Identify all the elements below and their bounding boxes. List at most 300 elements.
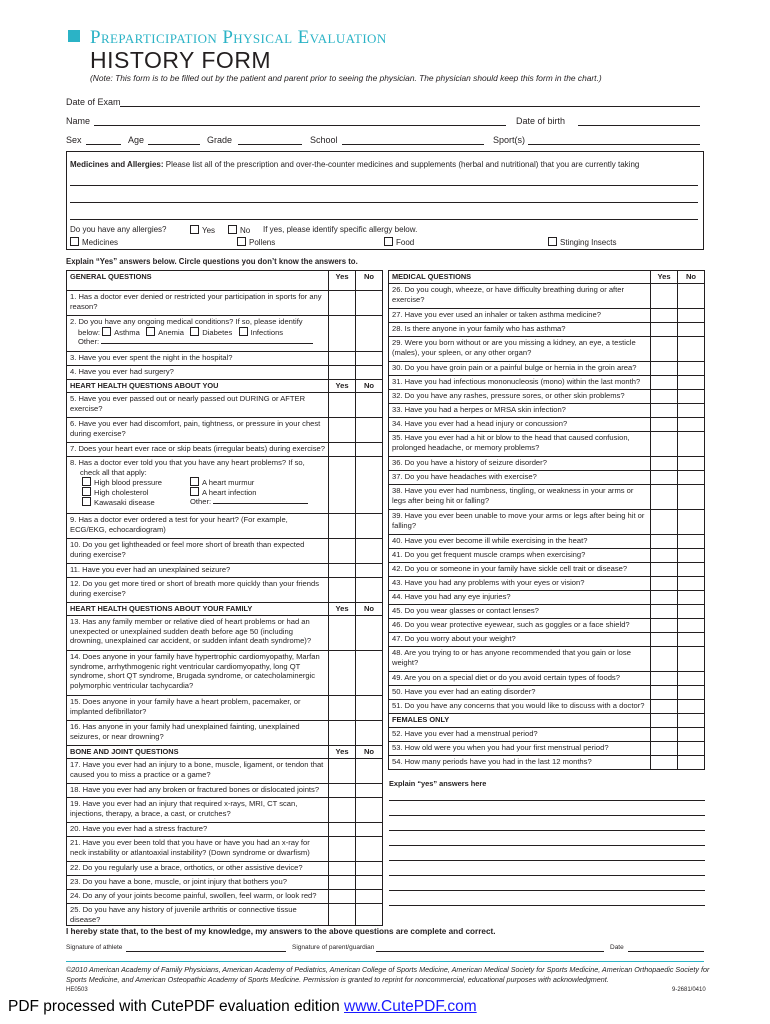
question-row <box>389 510 705 535</box>
no-answer-cell[interactable] <box>356 721 383 746</box>
athlete-signature-field[interactable] <box>126 951 286 952</box>
question-row <box>389 647 705 672</box>
question-text: 1. Has a doctor ever denied or restricted your participation in sports for any reason? <box>67 291 329 316</box>
yes-answer-cell[interactable] <box>651 404 678 418</box>
age-field[interactable] <box>148 144 200 145</box>
question-text: 54. How many periods have you had in the last 12 months? <box>389 756 651 770</box>
no-answer-cell[interactable] <box>678 619 705 633</box>
no-answer-cell[interactable] <box>356 837 383 862</box>
no-answer-cell[interactable] <box>678 485 705 510</box>
cholesterol-option[interactable]: High cholesterol <box>82 487 148 498</box>
sex-field[interactable] <box>86 144 121 145</box>
question-text: 52. Have you ever had a menstrual period? <box>389 728 651 742</box>
yes-answer-cell[interactable] <box>651 728 678 742</box>
yes-column-header <box>651 714 678 728</box>
no-answer-cell[interactable] <box>356 696 383 721</box>
question-row <box>389 728 705 742</box>
section-general-header <box>67 271 383 291</box>
hbp-option[interactable]: High blood pressure <box>82 477 162 488</box>
no-answer-cell[interactable] <box>356 366 383 380</box>
yes-answer-cell[interactable] <box>651 418 678 432</box>
question-text: 11. Have you ever had an unexplained seizure? <box>67 564 329 578</box>
question-text: 18. Have you ever had any broken or fractured bones or dislocated joints? <box>67 784 329 798</box>
question-row <box>389 284 705 309</box>
question-text: 51. Do you have any concerns that you would like to discuss with a doctor? <box>389 700 651 714</box>
yes-answer-cell[interactable] <box>329 616 356 651</box>
section-title: BONE AND JOINT QUESTIONS <box>67 746 329 759</box>
yes-answer-cell[interactable] <box>329 721 356 746</box>
question-text: 35. Have you ever had a hit or blow to the head that caused confusion, prolonged headache, or memory problems? <box>389 432 651 457</box>
form-note: (Note: This form is to be filled out by the patient and parent prior to seeing the physician. The physician should keep this form in the chart.) <box>90 73 602 83</box>
question-text: 49. Are you on a special diet or do you avoid certain types of foods? <box>389 672 651 686</box>
no-answer-cell[interactable] <box>678 591 705 605</box>
question-row <box>67 514 383 539</box>
question-text: 29. Were you born without or are you missing a kidney, an eye, a testicle (males), your spleen, or any other organ? <box>389 337 651 362</box>
no-column-header: No <box>356 380 383 393</box>
no-answer-cell[interactable] <box>678 418 705 432</box>
no-answer-cell[interactable] <box>678 672 705 686</box>
question-row <box>389 390 705 404</box>
question-row <box>389 309 705 323</box>
yes-answer-cell[interactable] <box>651 337 678 362</box>
checkbox-icon[interactable] <box>102 327 111 336</box>
question-row <box>389 337 705 362</box>
yes-answer-cell[interactable] <box>651 647 678 672</box>
allergy-medicines-option[interactable]: Medicines <box>70 237 118 248</box>
question-row <box>67 443 383 457</box>
no-answer-cell[interactable] <box>356 823 383 837</box>
no-answer-cell[interactable] <box>356 651 383 696</box>
explain-line[interactable] <box>389 800 705 801</box>
no-answer-cell[interactable] <box>678 756 705 770</box>
question-row <box>389 742 705 756</box>
question-row <box>67 721 383 746</box>
no-answer-cell[interactable] <box>356 443 383 457</box>
grade-field[interactable] <box>238 144 302 145</box>
checkbox-icon[interactable] <box>548 237 557 246</box>
explain-line[interactable] <box>389 875 705 876</box>
yes-answer-cell[interactable] <box>651 605 678 619</box>
yes-answer-cell[interactable] <box>651 577 678 591</box>
question-row <box>389 605 705 619</box>
no-answer-cell[interactable] <box>356 890 383 904</box>
kawasaki-option[interactable]: Kawasaki disease <box>82 497 155 508</box>
question-8-text: 8. Has a doctor ever told you that you have any heart problems? If so, <box>70 458 305 467</box>
question-8-cell <box>67 457 329 514</box>
yes-answer-cell[interactable] <box>651 756 678 770</box>
question-8-options-row-1 <box>70 477 325 487</box>
question-text: 31. Have you had infectious mononucleosis (mono) within the last month? <box>389 376 651 390</box>
question-text: 40. Have you ever become ill while exercising in the heat? <box>389 535 651 549</box>
yes-answer-cell[interactable] <box>329 393 356 418</box>
no-answer-cell[interactable] <box>678 376 705 390</box>
question-row <box>389 457 705 471</box>
no-answer-cell[interactable] <box>356 876 383 890</box>
yes-column-header: Yes <box>329 380 356 393</box>
date-of-exam-label: Date of Exam <box>66 97 121 107</box>
left-questions-table <box>66 270 383 926</box>
no-answer-cell[interactable] <box>356 514 383 539</box>
no-answer-cell[interactable] <box>678 284 705 309</box>
yes-answer-cell[interactable] <box>651 284 678 309</box>
question-text: 9. Has a doctor ever ordered a test for your heart? (For example, ECG/EKG, echocardiogram) <box>67 514 329 539</box>
allergy-food-option[interactable]: Food <box>384 237 414 248</box>
date-signature-field[interactable] <box>628 951 704 952</box>
yes-answer-cell[interactable] <box>651 432 678 457</box>
no-answer-cell[interactable] <box>678 323 705 337</box>
section-title: FEMALES ONLY <box>389 714 651 728</box>
question-row <box>389 418 705 432</box>
no-answer-cell[interactable] <box>678 390 705 404</box>
yes-answer-cell[interactable] <box>651 591 678 605</box>
checkbox-icon[interactable] <box>82 497 91 506</box>
question-text: 38. Have you ever had numbness, tingling, or weakness in your arms or legs after being hit or falling? <box>389 485 651 510</box>
explain-line[interactable] <box>389 845 705 846</box>
section-title: GENERAL QUESTIONS <box>67 271 329 291</box>
no-column-header: No <box>678 271 705 284</box>
allergy-yes-option[interactable]: Yes <box>190 225 215 236</box>
explain-yes-here-label: Explain “yes” answers here <box>389 779 487 788</box>
explain-line[interactable] <box>389 890 705 891</box>
no-answer-cell[interactable] <box>356 291 383 316</box>
attestation-text: I hereby state that, to the best of my knowledge, my answers to the above questions are complete and correct. <box>66 927 496 936</box>
no-answer-cell[interactable] <box>678 686 705 700</box>
murmur-option[interactable]: A heart murmur <box>190 477 254 488</box>
question-row <box>67 862 383 876</box>
question-text: 43. Have you had any problems with your eyes or vision? <box>389 577 651 591</box>
question-row <box>389 591 705 605</box>
question-row <box>67 616 383 651</box>
question-row <box>67 578 383 603</box>
no-answer-cell[interactable] <box>356 457 383 514</box>
no-answer-cell[interactable] <box>678 471 705 485</box>
question-row <box>67 904 383 926</box>
form-code-left: HE0503 <box>66 987 88 993</box>
question-row <box>67 418 383 443</box>
question-text: 53. How old were you when you had your first menstrual period? <box>389 742 651 756</box>
explain-line[interactable] <box>389 860 705 861</box>
yes-answer-cell[interactable] <box>651 362 678 376</box>
checkbox-icon[interactable] <box>239 327 248 336</box>
no-answer-cell[interactable] <box>356 316 383 352</box>
yes-answer-cell[interactable] <box>329 514 356 539</box>
no-answer-cell[interactable] <box>678 549 705 563</box>
form-title: HISTORY FORM <box>90 47 272 73</box>
question-text: 7. Does your heart ever race or skip beats (irregular beats) during exercise? <box>67 443 329 457</box>
checkbox-icon[interactable] <box>190 477 199 486</box>
no-answer-cell[interactable] <box>678 605 705 619</box>
yes-answer-cell[interactable] <box>651 633 678 647</box>
question-text: 48. Are you trying to or has anyone recommended that you gain or lose weight? <box>389 647 651 672</box>
question-text: 28. Is there anyone in your family who has asthma? <box>389 323 651 337</box>
question-row <box>389 535 705 549</box>
section-title: MEDICAL QUESTIONS <box>389 271 651 284</box>
question-text: 42. Do you or someone in your family have sickle cell trait or disease? <box>389 563 651 577</box>
section-bone-header <box>67 746 383 759</box>
yes-answer-cell[interactable] <box>329 443 356 457</box>
yes-answer-cell[interactable] <box>329 696 356 721</box>
yes-answer-cell[interactable] <box>329 366 356 380</box>
checkbox-icon[interactable] <box>237 237 246 246</box>
no-answer-cell[interactable] <box>678 362 705 376</box>
question-row <box>67 823 383 837</box>
question-text: 27. Have you ever used an inhaler or taken asthma medicine? <box>389 309 651 323</box>
medicines-prompt: Medicines and Allergies: Please list all of the prescription and over-the-counter medicines and supplements (herbal and nutritional) that you are currently taking <box>70 160 640 169</box>
school-label: School <box>310 135 338 145</box>
question-2-text: 2. Do you have any ongoing medical conditions? If so, please identify <box>70 317 303 326</box>
question-row <box>67 890 383 904</box>
allergy-insects-option[interactable]: Stinging Insects <box>548 237 616 248</box>
yes-answer-cell[interactable] <box>329 784 356 798</box>
no-answer-cell[interactable] <box>678 728 705 742</box>
yes-answer-cell[interactable] <box>651 563 678 577</box>
question-row <box>67 876 383 890</box>
question-8-options-row-2 <box>70 487 325 497</box>
yes-answer-cell[interactable] <box>329 837 356 862</box>
yes-answer-cell[interactable] <box>651 535 678 549</box>
no-answer-cell[interactable] <box>678 700 705 714</box>
question-row <box>389 563 705 577</box>
yes-answer-cell[interactable] <box>329 539 356 564</box>
section-females-header <box>389 714 705 728</box>
no-answer-cell[interactable] <box>356 616 383 651</box>
no-answer-cell[interactable] <box>678 309 705 323</box>
no-column-header <box>678 714 705 728</box>
question-text: 6. Have you ever had discomfort, pain, tightness, or pressure in your chest during exercise? <box>67 418 329 443</box>
question-row <box>67 366 383 380</box>
question-row <box>67 759 383 784</box>
question-text: 26. Do you cough, wheeze, or have difficulty breathing during or after exercise? <box>389 284 651 309</box>
question-row <box>67 798 383 823</box>
athlete-signature-label: Signature of athlete <box>66 944 123 951</box>
yes-answer-cell[interactable] <box>329 823 356 837</box>
question-text: 13. Has any family member or relative died of heart problems or had an unexpected or unexplained sudden death before age 50 (including drowning, unexplained car accident, or sudden infant death syndrome)? <box>67 616 329 651</box>
no-answer-cell[interactable] <box>678 647 705 672</box>
no-answer-cell[interactable] <box>356 862 383 876</box>
checkbox-icon[interactable] <box>82 487 91 496</box>
other-condition-field[interactable] <box>101 343 313 344</box>
grade-label: Grade <box>207 135 233 145</box>
question-row <box>67 539 383 564</box>
yes-answer-cell[interactable] <box>329 651 356 696</box>
allergy-pollens-option[interactable]: Pollens <box>237 237 275 248</box>
parent-signature-field[interactable] <box>376 951 604 952</box>
school-field[interactable] <box>342 144 484 145</box>
yes-answer-cell[interactable] <box>651 619 678 633</box>
name-field[interactable] <box>94 125 506 126</box>
question-row <box>67 784 383 798</box>
yes-answer-cell[interactable] <box>329 890 356 904</box>
allergy-identify-text: If yes, please identify specific allergy below. <box>263 225 418 234</box>
question-text: 39. Have you ever been unable to move your arms or legs after being hit or falling? <box>389 510 651 535</box>
checkbox-icon[interactable] <box>384 237 393 246</box>
question-row <box>389 471 705 485</box>
question-text: 30. Do you have groin pain or a painful bulge or hernia in the groin area? <box>389 362 651 376</box>
title-square-icon <box>68 30 80 42</box>
allergy-no-option[interactable]: No <box>228 225 250 236</box>
yes-answer-cell[interactable] <box>329 418 356 443</box>
checkbox-icon[interactable] <box>82 477 91 486</box>
yes-answer-cell[interactable] <box>329 316 356 352</box>
no-answer-cell[interactable] <box>356 784 383 798</box>
question-row <box>67 651 383 696</box>
question-2-other: Other: <box>70 337 325 347</box>
no-answer-cell[interactable] <box>678 510 705 535</box>
yes-answer-cell[interactable] <box>651 672 678 686</box>
footer-divider <box>66 961 704 962</box>
no-answer-cell[interactable] <box>678 742 705 756</box>
checkbox-icon[interactable] <box>190 225 199 234</box>
yes-answer-cell[interactable] <box>651 309 678 323</box>
no-answer-cell[interactable] <box>678 563 705 577</box>
date-of-birth-label: Date of birth <box>516 116 566 126</box>
form-series-title: Preparticipation Physical Evaluation <box>68 27 387 49</box>
no-answer-cell[interactable] <box>678 577 705 591</box>
question-row <box>67 696 383 721</box>
yes-answer-cell[interactable] <box>651 457 678 471</box>
yes-answer-cell[interactable] <box>651 485 678 510</box>
question-text: 5. Have you ever passed out or nearly passed out DURING or AFTER exercise? <box>67 393 329 418</box>
question-row <box>389 672 705 686</box>
no-answer-cell[interactable] <box>678 535 705 549</box>
date-of-birth-field[interactable] <box>578 125 700 126</box>
question-text: 21. Have you ever been told that you have or have you had an x-ray for neck instability or atlantoaxial instability? (Down syndrome or dwarfism) <box>67 837 329 862</box>
yes-column-header: Yes <box>329 746 356 759</box>
yes-answer-cell[interactable] <box>329 798 356 823</box>
no-answer-cell[interactable] <box>356 418 383 443</box>
medicines-line-2[interactable] <box>70 202 698 203</box>
question-text: 20. Have you ever had a stress fracture? <box>67 823 329 837</box>
question-text: 47. Do you worry about your weight? <box>389 633 651 647</box>
question-row <box>67 564 383 578</box>
yes-answer-cell[interactable] <box>329 457 356 514</box>
question-row <box>389 577 705 591</box>
question-row <box>389 485 705 510</box>
yes-answer-cell[interactable] <box>329 904 356 926</box>
question-8-options-row-3 <box>70 497 325 507</box>
no-answer-cell[interactable] <box>678 337 705 362</box>
no-column-header: No <box>356 271 383 291</box>
question-text: 44. Have you had any eye injuries? <box>389 591 651 605</box>
medicines-line-1[interactable] <box>70 185 698 186</box>
no-answer-cell[interactable] <box>356 759 383 784</box>
yes-answer-cell[interactable] <box>651 549 678 563</box>
yes-answer-cell[interactable] <box>651 686 678 700</box>
form-code-right: 9-2681/0410 <box>672 987 706 993</box>
name-label: Name <box>66 116 91 126</box>
explain-line[interactable] <box>389 905 705 906</box>
section-family-header <box>67 603 383 616</box>
question-row <box>67 291 383 316</box>
heart-other-field[interactable] <box>213 503 308 504</box>
no-answer-cell[interactable] <box>678 432 705 457</box>
no-answer-cell[interactable] <box>356 539 383 564</box>
yes-answer-cell[interactable] <box>329 578 356 603</box>
copyright-notice: ©2010 American Academy of Family Physicians, American Academy of Pediatrics, American College of Sports Medicine, American Medical Society for Sports Medicine, American Orthopaedic Society for Sports Medicine, and American Osteopathic Academy of Sports Medicine. Permission is granted to reprint for noncommercial, educational purposes with acknowledgment. <box>66 965 710 984</box>
yes-answer-cell[interactable] <box>329 291 356 316</box>
sports-label: Sport(s) <box>493 135 526 145</box>
yes-answer-cell[interactable] <box>651 742 678 756</box>
explain-yes-instructions: Explain “Yes” answers below. Circle questions you don’t know the answers to. <box>66 257 358 266</box>
question-row <box>389 700 705 714</box>
question-row <box>389 432 705 457</box>
section-title: HEART HEALTH QUESTIONS ABOUT YOUR FAMILY <box>67 603 329 616</box>
explain-line[interactable] <box>389 815 705 816</box>
checkbox-icon[interactable] <box>146 327 155 336</box>
yes-answer-cell[interactable] <box>651 390 678 404</box>
yes-column-header: Yes <box>329 603 356 616</box>
question-text: 17. Have you ever had an injury to a bone, muscle, ligament, or tendon that caused you to miss a practice or a game? <box>67 759 329 784</box>
question-text: 25. Do you have any history of juvenile arthritis or connective tissue disease? <box>67 904 329 926</box>
yes-answer-cell[interactable] <box>651 510 678 535</box>
no-column-header: No <box>356 603 383 616</box>
heart-infection-option[interactable]: A heart infection <box>190 487 256 498</box>
yes-answer-cell[interactable] <box>329 759 356 784</box>
no-answer-cell[interactable] <box>678 404 705 418</box>
no-answer-cell[interactable] <box>356 564 383 578</box>
cutepdf-watermark: PDF processed with CutePDF evaluation edition www.CutePDF.com <box>8 998 477 1015</box>
question-text: 14. Does anyone in your family have hypertrophic cardiomyopathy, Marfan syndrome, arrhythmogenic right ventricular cardiomyopathy, long QT syndrome, short QT syndrome, Brugada syndrome, or catecholaminergic polymorphic ventricular tachycardia? <box>67 651 329 696</box>
yes-answer-cell[interactable] <box>329 876 356 890</box>
checkbox-icon[interactable] <box>190 487 199 496</box>
checkbox-icon[interactable] <box>70 237 79 246</box>
no-answer-cell[interactable] <box>356 352 383 366</box>
yes-answer-cell[interactable] <box>329 862 356 876</box>
question-text: 15. Does anyone in your family have a heart problem, pacemaker, or implanted defibrillator? <box>67 696 329 721</box>
no-answer-cell[interactable] <box>356 798 383 823</box>
question-text: 12. Do you get more tired or short of breath more quickly than your friends during exercise? <box>67 578 329 603</box>
checkbox-icon[interactable] <box>228 225 237 234</box>
no-answer-cell[interactable] <box>678 457 705 471</box>
yes-answer-cell[interactable] <box>651 376 678 390</box>
checkbox-icon[interactable] <box>190 327 199 336</box>
question-text: 16. Has anyone in your family had unexplained fainting, unexplained seizures, or near drowning? <box>67 721 329 746</box>
question-text: 45. Do you wear glasses or contact lenses? <box>389 605 651 619</box>
yes-answer-cell[interactable] <box>651 323 678 337</box>
cutepdf-link[interactable]: www.CutePDF.com <box>344 998 477 1015</box>
allergy-question: Do you have any allergies? <box>70 225 167 234</box>
no-answer-cell[interactable] <box>356 578 383 603</box>
sex-label: Sex <box>66 135 82 145</box>
question-row <box>389 404 705 418</box>
question-2-options: below: Asthma Anemia Diabetes Infections <box>78 327 284 337</box>
yes-answer-cell[interactable] <box>651 471 678 485</box>
question-row <box>67 457 383 514</box>
question-text: 37. Do you have headaches with exercise? <box>389 471 651 485</box>
yes-answer-cell[interactable] <box>329 352 356 366</box>
question-text: 4. Have you ever had surgery? <box>67 366 329 380</box>
yes-answer-cell[interactable] <box>329 564 356 578</box>
question-text: 22. Do you regularly use a brace, orthotics, or other assistive device? <box>67 862 329 876</box>
medicines-line-3[interactable] <box>70 219 698 220</box>
section-heart-header <box>67 380 383 393</box>
question-text: 33. Have you had a herpes or MRSA skin infection? <box>389 404 651 418</box>
date-of-exam-field[interactable] <box>120 106 700 107</box>
section-medical-header <box>389 271 705 284</box>
no-answer-cell[interactable] <box>356 393 383 418</box>
yes-column-header: Yes <box>329 271 356 291</box>
right-questions-table <box>388 270 705 770</box>
question-row <box>389 362 705 376</box>
question-text: 32. Do you have any rashes, pressure sores, or other skin problems? <box>389 390 651 404</box>
question-text: 46. Do you wear protective eyewear, such as goggles or a face shield? <box>389 619 651 633</box>
question-text: 34. Have you ever had a head injury or concussion? <box>389 418 651 432</box>
explain-line[interactable] <box>389 830 705 831</box>
no-answer-cell[interactable] <box>356 904 383 926</box>
yes-answer-cell[interactable] <box>651 700 678 714</box>
no-answer-cell[interactable] <box>678 633 705 647</box>
sports-field[interactable] <box>528 144 700 145</box>
